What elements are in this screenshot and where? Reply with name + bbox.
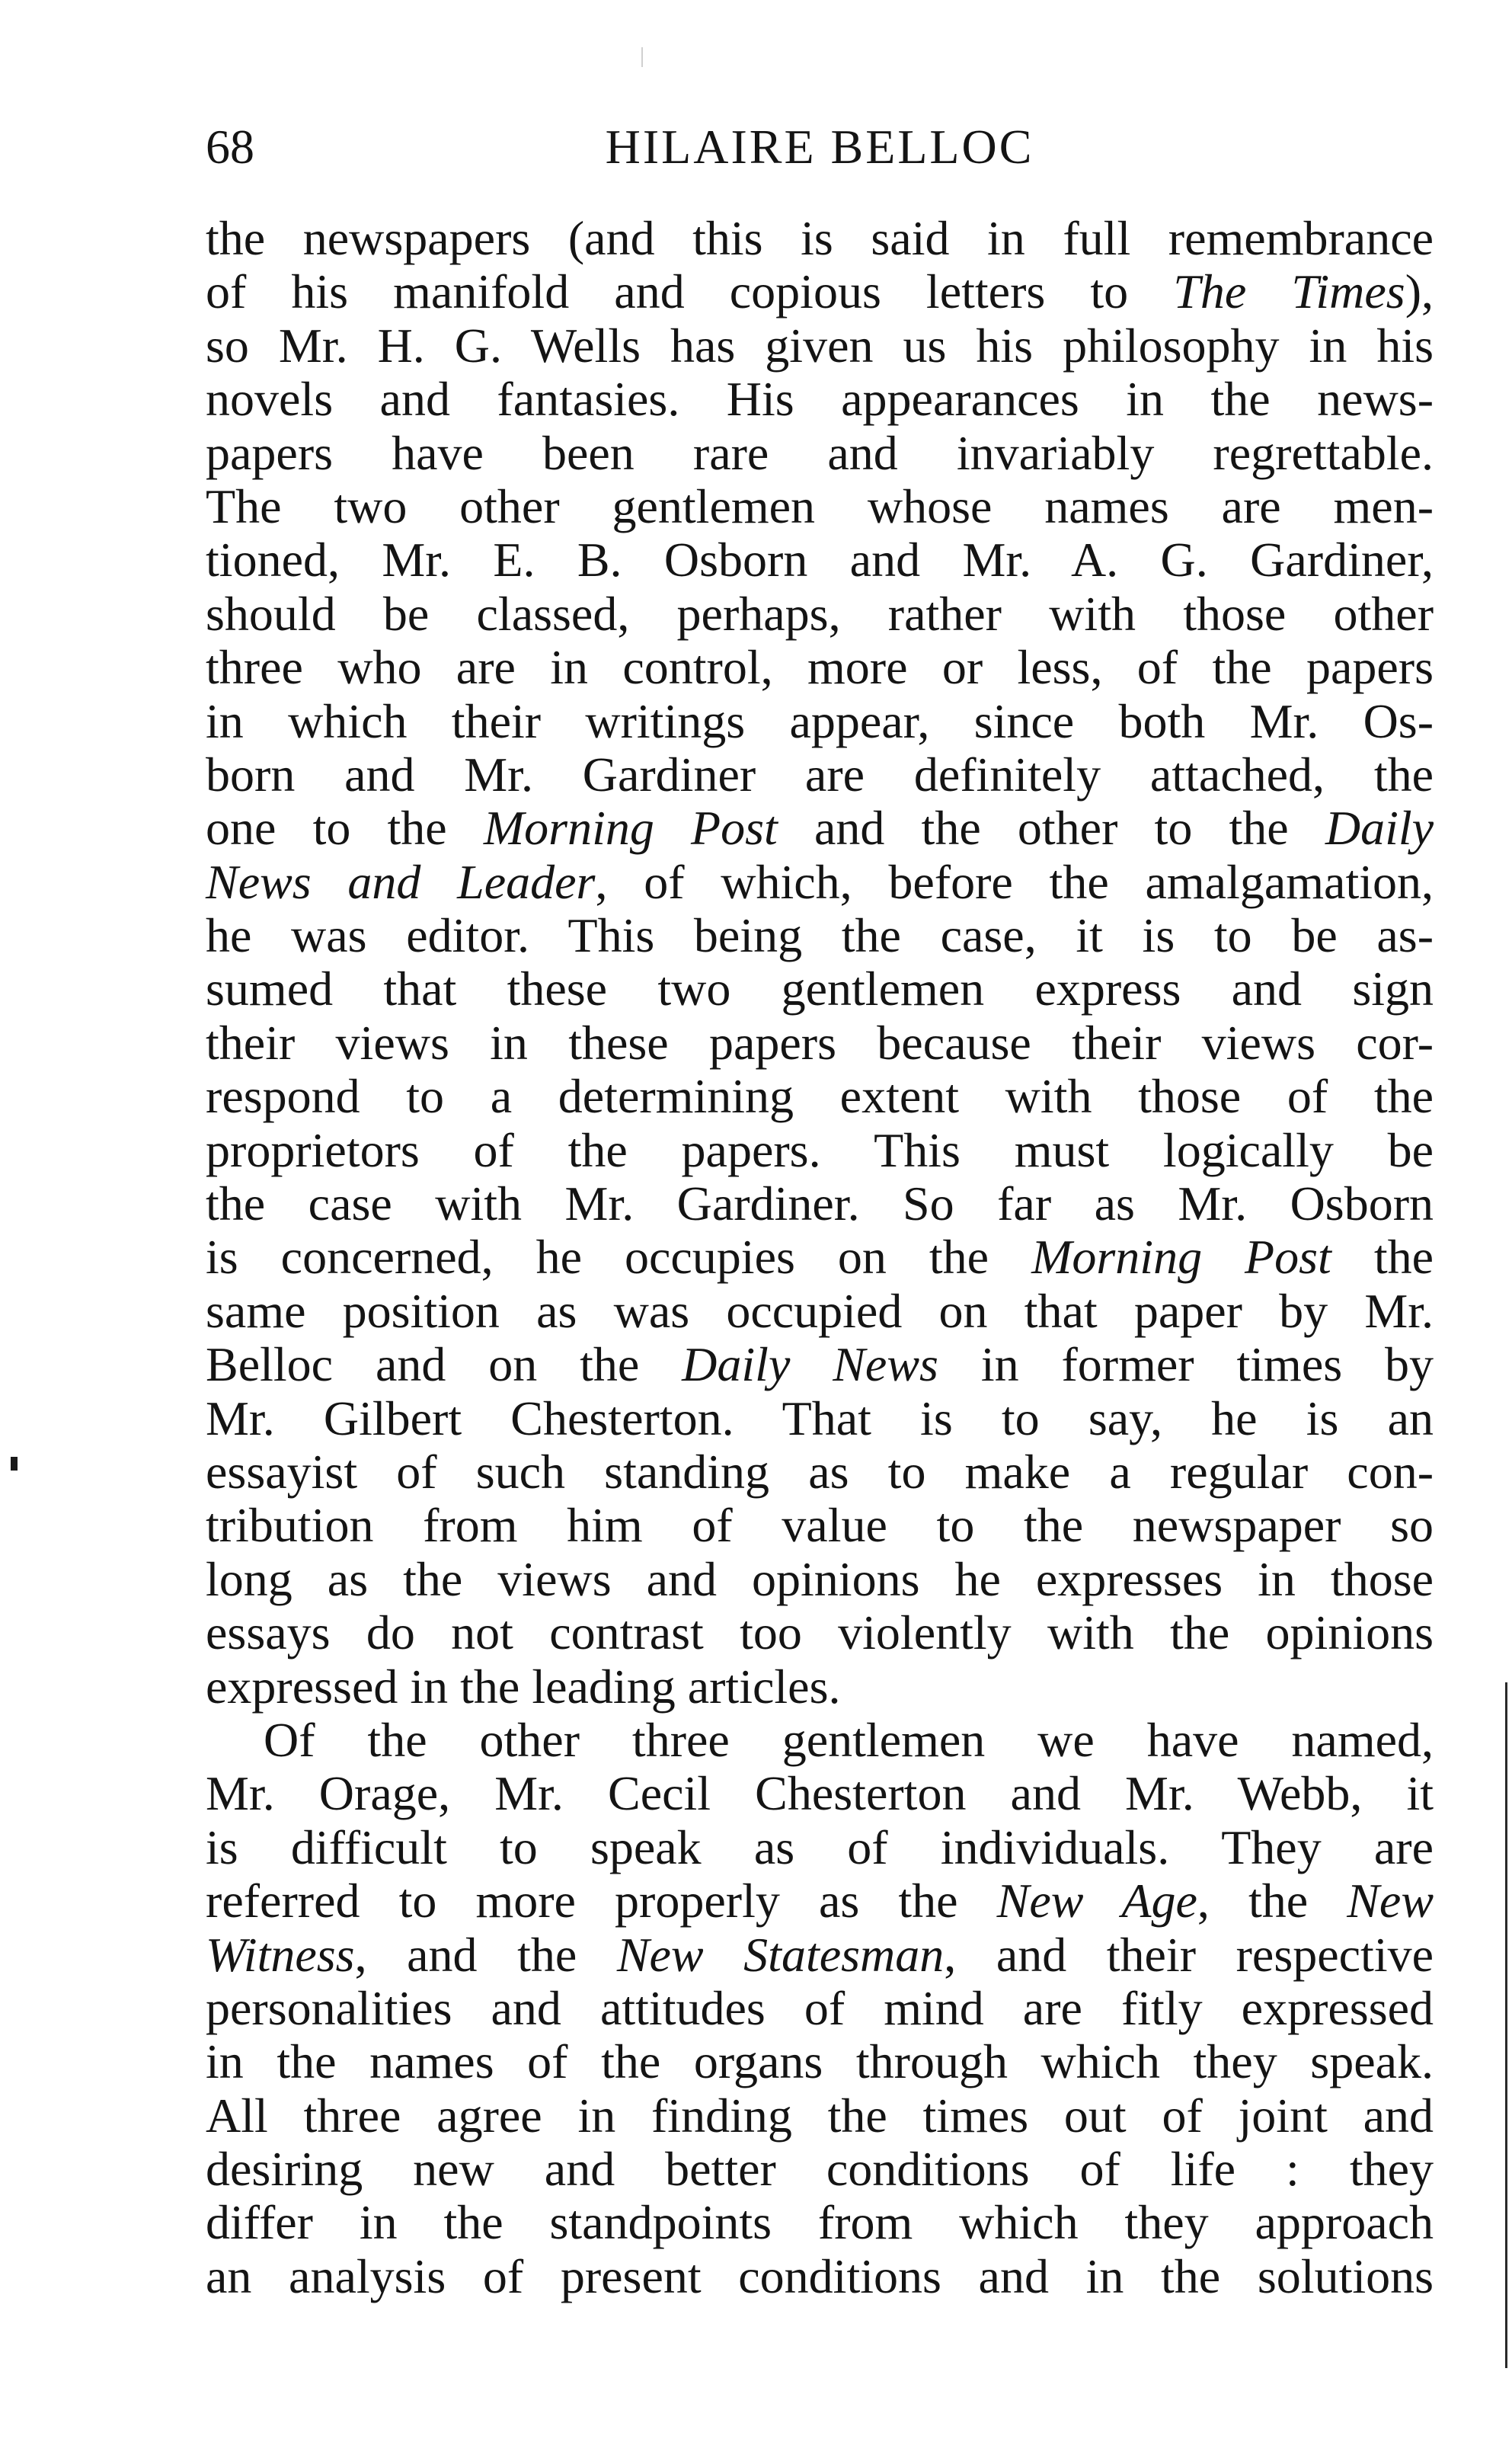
italic-title: News and Leader xyxy=(206,854,596,909)
text-line xyxy=(206,1928,1434,1982)
text-segment: tioned, Mr. E. B. Osborn and Mr. A. G. Gardiner, xyxy=(206,533,1434,587)
text-segment: so Mr. H. G. Wells has given us his philosophy in his xyxy=(206,318,1434,373)
text-segment: All three agree in finding the times out of joint and xyxy=(206,2088,1434,2143)
text-segment: an analysis of present conditions and in the solutions xyxy=(206,2248,1434,2303)
text-line xyxy=(206,265,1434,318)
text-segment: three who are in control, more or less, of the papers xyxy=(206,640,1434,695)
italic-title: The Times xyxy=(1173,264,1405,319)
text-line xyxy=(206,480,1434,533)
text-segment: sumed that these two gentlemen express and sign xyxy=(206,962,1434,1016)
italic-title: Daily News xyxy=(682,1337,938,1392)
text-line xyxy=(206,1070,1434,1123)
text-segment: novels and fantasies. His appearances in the news- xyxy=(206,372,1434,427)
text-segment: Of the other three gentlemen we have named, xyxy=(264,1712,1434,1767)
text-segment: proprietors of the papers. This must logically be xyxy=(206,1122,1434,1177)
running-head xyxy=(206,113,1434,181)
page-edge-line xyxy=(1505,1682,1507,2368)
text-line xyxy=(206,2035,1434,2088)
text-line xyxy=(206,856,1434,909)
text-segment: desiring new and better conditions of life : they xyxy=(206,2142,1434,2197)
text-line xyxy=(206,2089,1434,2143)
text-line xyxy=(206,1231,1434,1284)
margin-mark xyxy=(11,1457,18,1471)
text-segment: , and their respective xyxy=(944,1927,1434,1982)
text-line xyxy=(206,212,1434,265)
text-segment: the xyxy=(1331,1230,1434,1285)
text-segment: of his manifold and copious letters to xyxy=(206,264,1174,319)
page-number: 68 xyxy=(206,120,254,174)
text-line xyxy=(206,1874,1434,1928)
italic-title: Witness xyxy=(206,1927,355,1982)
text-segment: respond to a determining extent with those of the xyxy=(206,1069,1434,1124)
text-segment: , of which, before the amalgamation, xyxy=(595,854,1434,909)
italic-title: New Age xyxy=(996,1874,1197,1928)
text-line xyxy=(206,1016,1434,1070)
text-line xyxy=(206,1285,1434,1338)
text-segment: in former times by xyxy=(938,1337,1434,1392)
italic-title: Morning Post xyxy=(483,801,778,856)
running-title: HILAIRE BELLOC xyxy=(605,120,1034,174)
text-segment: , the xyxy=(1197,1874,1347,1928)
text-line xyxy=(206,1660,1434,1714)
text-line xyxy=(206,533,1434,587)
text-segment: the case with Mr. Gardiner. So far as Mr. Osborn xyxy=(206,1176,1434,1231)
text-line xyxy=(206,802,1434,855)
text-line xyxy=(206,1982,1434,2035)
text-segment: born and Mr. Gardiner are definitely attached, the xyxy=(206,747,1434,802)
text-line xyxy=(206,1821,1434,1874)
text-line xyxy=(206,641,1434,694)
text-segment: is concerned, he occupies on the xyxy=(206,1230,1032,1285)
text-segment: long as the views and opinions he expresses in those xyxy=(206,1551,1434,1606)
text-segment: tribution from him of value to the newspaper so xyxy=(206,1498,1434,1553)
text-segment: Mr. Orage, Mr. Cecil Chesterton and Mr. Webb, it xyxy=(206,1766,1434,1821)
text-segment: Belloc and on the xyxy=(206,1337,682,1392)
text-line xyxy=(206,748,1434,802)
text-line xyxy=(206,909,1434,962)
text-segment: essayist of such standing as to make a regular con- xyxy=(206,1444,1434,1499)
text-line xyxy=(206,2143,1434,2196)
text-line xyxy=(206,695,1434,748)
text-segment: is difficult to speak as of individuals. They are xyxy=(206,1819,1434,1874)
text-segment: essays do not contrast too violently with the opinions xyxy=(206,1605,1434,1660)
text-line xyxy=(206,1177,1434,1231)
text-line xyxy=(206,2250,1434,2303)
italic-title: Morning Post xyxy=(1031,1230,1331,1285)
text-segment: in the names of the organs through which they speak. xyxy=(206,2034,1434,2089)
text-segment: Mr. Gilbert Chesterton. That is to say, he is an xyxy=(206,1391,1434,1445)
text-line xyxy=(206,587,1434,641)
text-line xyxy=(206,1714,1434,1767)
text-segment: referred to more properly as the xyxy=(206,1874,997,1928)
italic-title: Daily xyxy=(1325,801,1434,856)
text-segment: in which their writings appear, since both Mr. Os- xyxy=(206,693,1434,748)
text-line xyxy=(206,1124,1434,1177)
italic-title: New xyxy=(1347,1874,1434,1928)
text-segment: their views in these papers because their views cor- xyxy=(206,1015,1434,1070)
text-segment: The two other gentlemen whose names are men- xyxy=(206,478,1434,533)
text-line xyxy=(206,1338,1434,1391)
text-line xyxy=(206,962,1434,1016)
text-segment: , and the xyxy=(354,1927,617,1982)
text-segment: differ in the standpoints from which they approach xyxy=(206,2195,1434,2250)
text-segment: should be classed, perhaps, rather with those other xyxy=(206,586,1434,641)
text-segment: papers have been rare and invariably regrettable. xyxy=(206,425,1434,480)
text-segment: ), xyxy=(1405,264,1434,319)
text-line xyxy=(206,1499,1434,1552)
text-line xyxy=(206,373,1434,426)
text-line xyxy=(206,1392,1434,1445)
text-line xyxy=(206,427,1434,480)
body-text xyxy=(206,212,1434,2303)
italic-title: New Statesman xyxy=(616,1927,945,1982)
text-line xyxy=(206,1606,1434,1659)
text-line xyxy=(206,1553,1434,1606)
scan-speck xyxy=(641,47,643,67)
text-line xyxy=(206,319,1434,373)
text-segment: and the other to the xyxy=(777,801,1325,856)
text-segment: personalities and attitudes of mind are fitly expressed xyxy=(206,1980,1434,2035)
text-segment: same position as was occupied on that paper by Mr. xyxy=(206,1283,1434,1338)
text-segment: he was editor. This being the case, it is to be as- xyxy=(206,908,1434,963)
text-segment: expressed in the leading articles. xyxy=(206,1659,841,1714)
text-segment: the newspapers (and this is said in full remembrance xyxy=(206,211,1434,265)
text-line xyxy=(206,2196,1434,2249)
text-line xyxy=(206,1445,1434,1499)
text-line xyxy=(206,1767,1434,1820)
text-segment: one to the xyxy=(206,801,484,856)
